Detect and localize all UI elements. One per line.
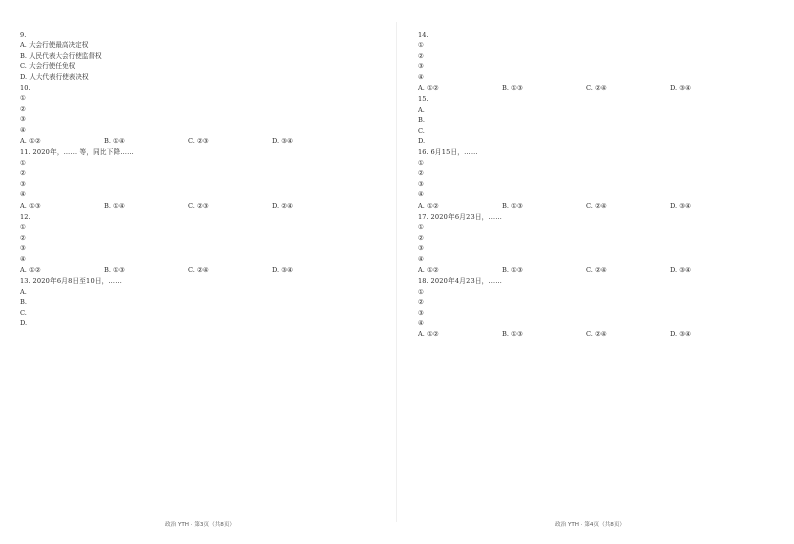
statement-list: [418, 105, 768, 147]
answer-choice: D. ③④: [670, 84, 692, 93]
statement-item: ①: [20, 94, 26, 103]
answer-choice: C. ②③: [188, 201, 209, 210]
statement-item: ①: [20, 223, 26, 232]
answer-choice-row: [20, 265, 370, 275]
question-number: 14.: [418, 31, 429, 39]
question-block: [20, 147, 370, 199]
answer-choice: C. ②④: [188, 265, 209, 274]
statement-list: [20, 158, 370, 200]
question-number: 11.: [20, 148, 31, 157]
answer-choice: B. ①③: [104, 265, 125, 274]
answer-choice-row: [20, 201, 370, 211]
statement-item: ①: [418, 158, 424, 167]
answer-choice: B. ①④: [104, 201, 125, 210]
left-page-footer: 政治 YTH · 第3页（共8页）: [165, 522, 236, 528]
answer-choice: D. ③④: [670, 265, 692, 274]
question-number: 17.: [418, 212, 429, 221]
answer-choice: C. ②③: [188, 137, 209, 146]
statement-item: ④: [418, 318, 424, 327]
question-block: [418, 147, 768, 199]
statement-item: ①: [20, 158, 26, 167]
question-block: [418, 329, 768, 339]
statement-item: A.: [418, 105, 425, 114]
question-number: 15.: [418, 95, 429, 104]
question-number: 9.: [20, 31, 27, 39]
answer-choice: A. ①②: [418, 265, 439, 274]
question-text: 2020年4月23日，……: [430, 277, 503, 286]
answer-choice: B. ①③: [502, 201, 523, 210]
statement-item: B. 人民代表大会行使监督权: [20, 51, 102, 60]
question-stem: [20, 83, 370, 93]
question-block: [418, 83, 768, 93]
statement-item: ②: [20, 169, 26, 178]
question-number: 13.: [20, 277, 31, 286]
statement-item: ③: [418, 62, 424, 71]
answer-choice: D. ③④: [670, 201, 692, 210]
statement-item: C.: [20, 308, 27, 317]
statement-item: ③: [20, 244, 26, 253]
statement-item: ④: [418, 72, 424, 81]
answer-choice: D. ③④: [272, 137, 294, 146]
answer-choice-row: [418, 329, 768, 339]
question-stem: [418, 276, 768, 286]
answer-choice: A. ①②: [418, 330, 439, 339]
statement-item: D.: [418, 137, 426, 146]
answer-choice: C. ②④: [586, 201, 607, 210]
answer-choice-row: [418, 83, 768, 93]
answer-choice: B. ①③: [502, 330, 523, 339]
answer-choice: C. ②④: [586, 265, 607, 274]
question-text: 2020年6月8日至10日，……: [32, 277, 123, 286]
answer-choice: D. ③④: [670, 330, 692, 339]
question-block: [20, 136, 370, 146]
question-number: 12.: [20, 212, 31, 221]
answer-choice: B. ①③: [502, 265, 523, 274]
question-stem: [418, 30, 768, 40]
statement-item: ③: [418, 244, 424, 253]
question-block: [418, 94, 768, 146]
statement-item: D. 人大代表行使表决权: [20, 72, 89, 81]
question-number: 18.: [418, 277, 429, 286]
left-page: [20, 30, 370, 500]
answer-choice: D. ②④: [272, 201, 294, 210]
statement-item: A.: [20, 287, 27, 296]
statement-item: ④: [418, 190, 424, 199]
statement-item: ③: [418, 308, 424, 317]
statement-item: ④: [20, 254, 26, 263]
answer-choice: A. ①②: [20, 265, 41, 274]
statement-item: ③: [20, 115, 26, 124]
question-stem: [418, 94, 768, 104]
question-number: 10.: [20, 84, 31, 93]
answer-choice: C. ②④: [586, 330, 607, 339]
statement-item: ④: [418, 254, 424, 263]
statement-list: [20, 40, 370, 82]
statement-list: [20, 222, 370, 264]
statement-item: ②: [418, 233, 424, 242]
answer-choice-row: [418, 265, 768, 275]
statement-item: ③: [20, 179, 26, 188]
question-block: [20, 30, 370, 82]
answer-choice: D. ③④: [272, 265, 294, 274]
answer-choice: A. ①②: [20, 137, 41, 146]
question-block: [20, 265, 370, 275]
statement-item: A. 大会行使最高决定权: [20, 41, 89, 50]
statement-item: ③: [418, 179, 424, 188]
statement-item: ④: [20, 190, 26, 199]
statement-item: D.: [20, 318, 28, 327]
question-block: [418, 201, 768, 211]
question-stem: [20, 147, 370, 157]
statement-item: ②: [20, 233, 26, 242]
statement-item: ②: [20, 104, 26, 113]
question-block: [418, 265, 768, 275]
statement-item: B.: [418, 116, 425, 125]
page-gutter: [396, 22, 397, 522]
statement-list: [418, 222, 768, 264]
question-stem: [20, 212, 370, 222]
statement-item: ②: [418, 298, 424, 307]
statement-list: [20, 93, 370, 135]
question-block: [20, 201, 370, 211]
answer-choice: B. ①③: [502, 84, 523, 93]
statement-item: ①: [418, 287, 424, 296]
statement-list: [418, 158, 768, 200]
question-stem: [20, 276, 370, 286]
question-stem: [418, 212, 768, 222]
answer-choice-row: [20, 136, 370, 146]
question-block: [418, 276, 768, 328]
statement-item: ④: [20, 125, 26, 134]
right-page: [418, 30, 768, 500]
question-block: [20, 83, 370, 135]
answer-choice: C. ②④: [586, 84, 607, 93]
statement-item: ②: [418, 169, 424, 178]
question-stem: [20, 30, 370, 40]
answer-choice: A. ①②: [418, 201, 439, 210]
statement-item: B.: [20, 298, 27, 307]
statement-item: C. 大会行使任免权: [20, 62, 76, 71]
right-page-footer: 政治 YTH · 第4页（共8页）: [555, 522, 626, 528]
statement-list: [418, 40, 768, 82]
question-stem: [418, 147, 768, 157]
answer-choice: A. ①②: [418, 84, 439, 93]
statement-list: [418, 287, 768, 329]
question-text: 6月15日，……: [430, 148, 478, 157]
statement-item: ①: [418, 223, 424, 232]
answer-choice: A. ①③: [20, 201, 41, 210]
question-text: 2020年，…… 等，同比下降……: [32, 148, 134, 157]
question-block: [418, 30, 768, 82]
statement-list: [20, 287, 370, 329]
question-text: 2020年6月23日，……: [430, 212, 503, 221]
answer-choice-row: [418, 201, 768, 211]
question-block: [20, 212, 370, 264]
statement-item: ①: [418, 41, 424, 50]
statement-item: ②: [418, 51, 424, 60]
question-block: [418, 212, 768, 264]
question-number: 16.: [418, 148, 429, 157]
question-block: [20, 276, 370, 328]
answer-choice: B. ①④: [104, 137, 125, 146]
statement-item: C.: [418, 126, 425, 135]
